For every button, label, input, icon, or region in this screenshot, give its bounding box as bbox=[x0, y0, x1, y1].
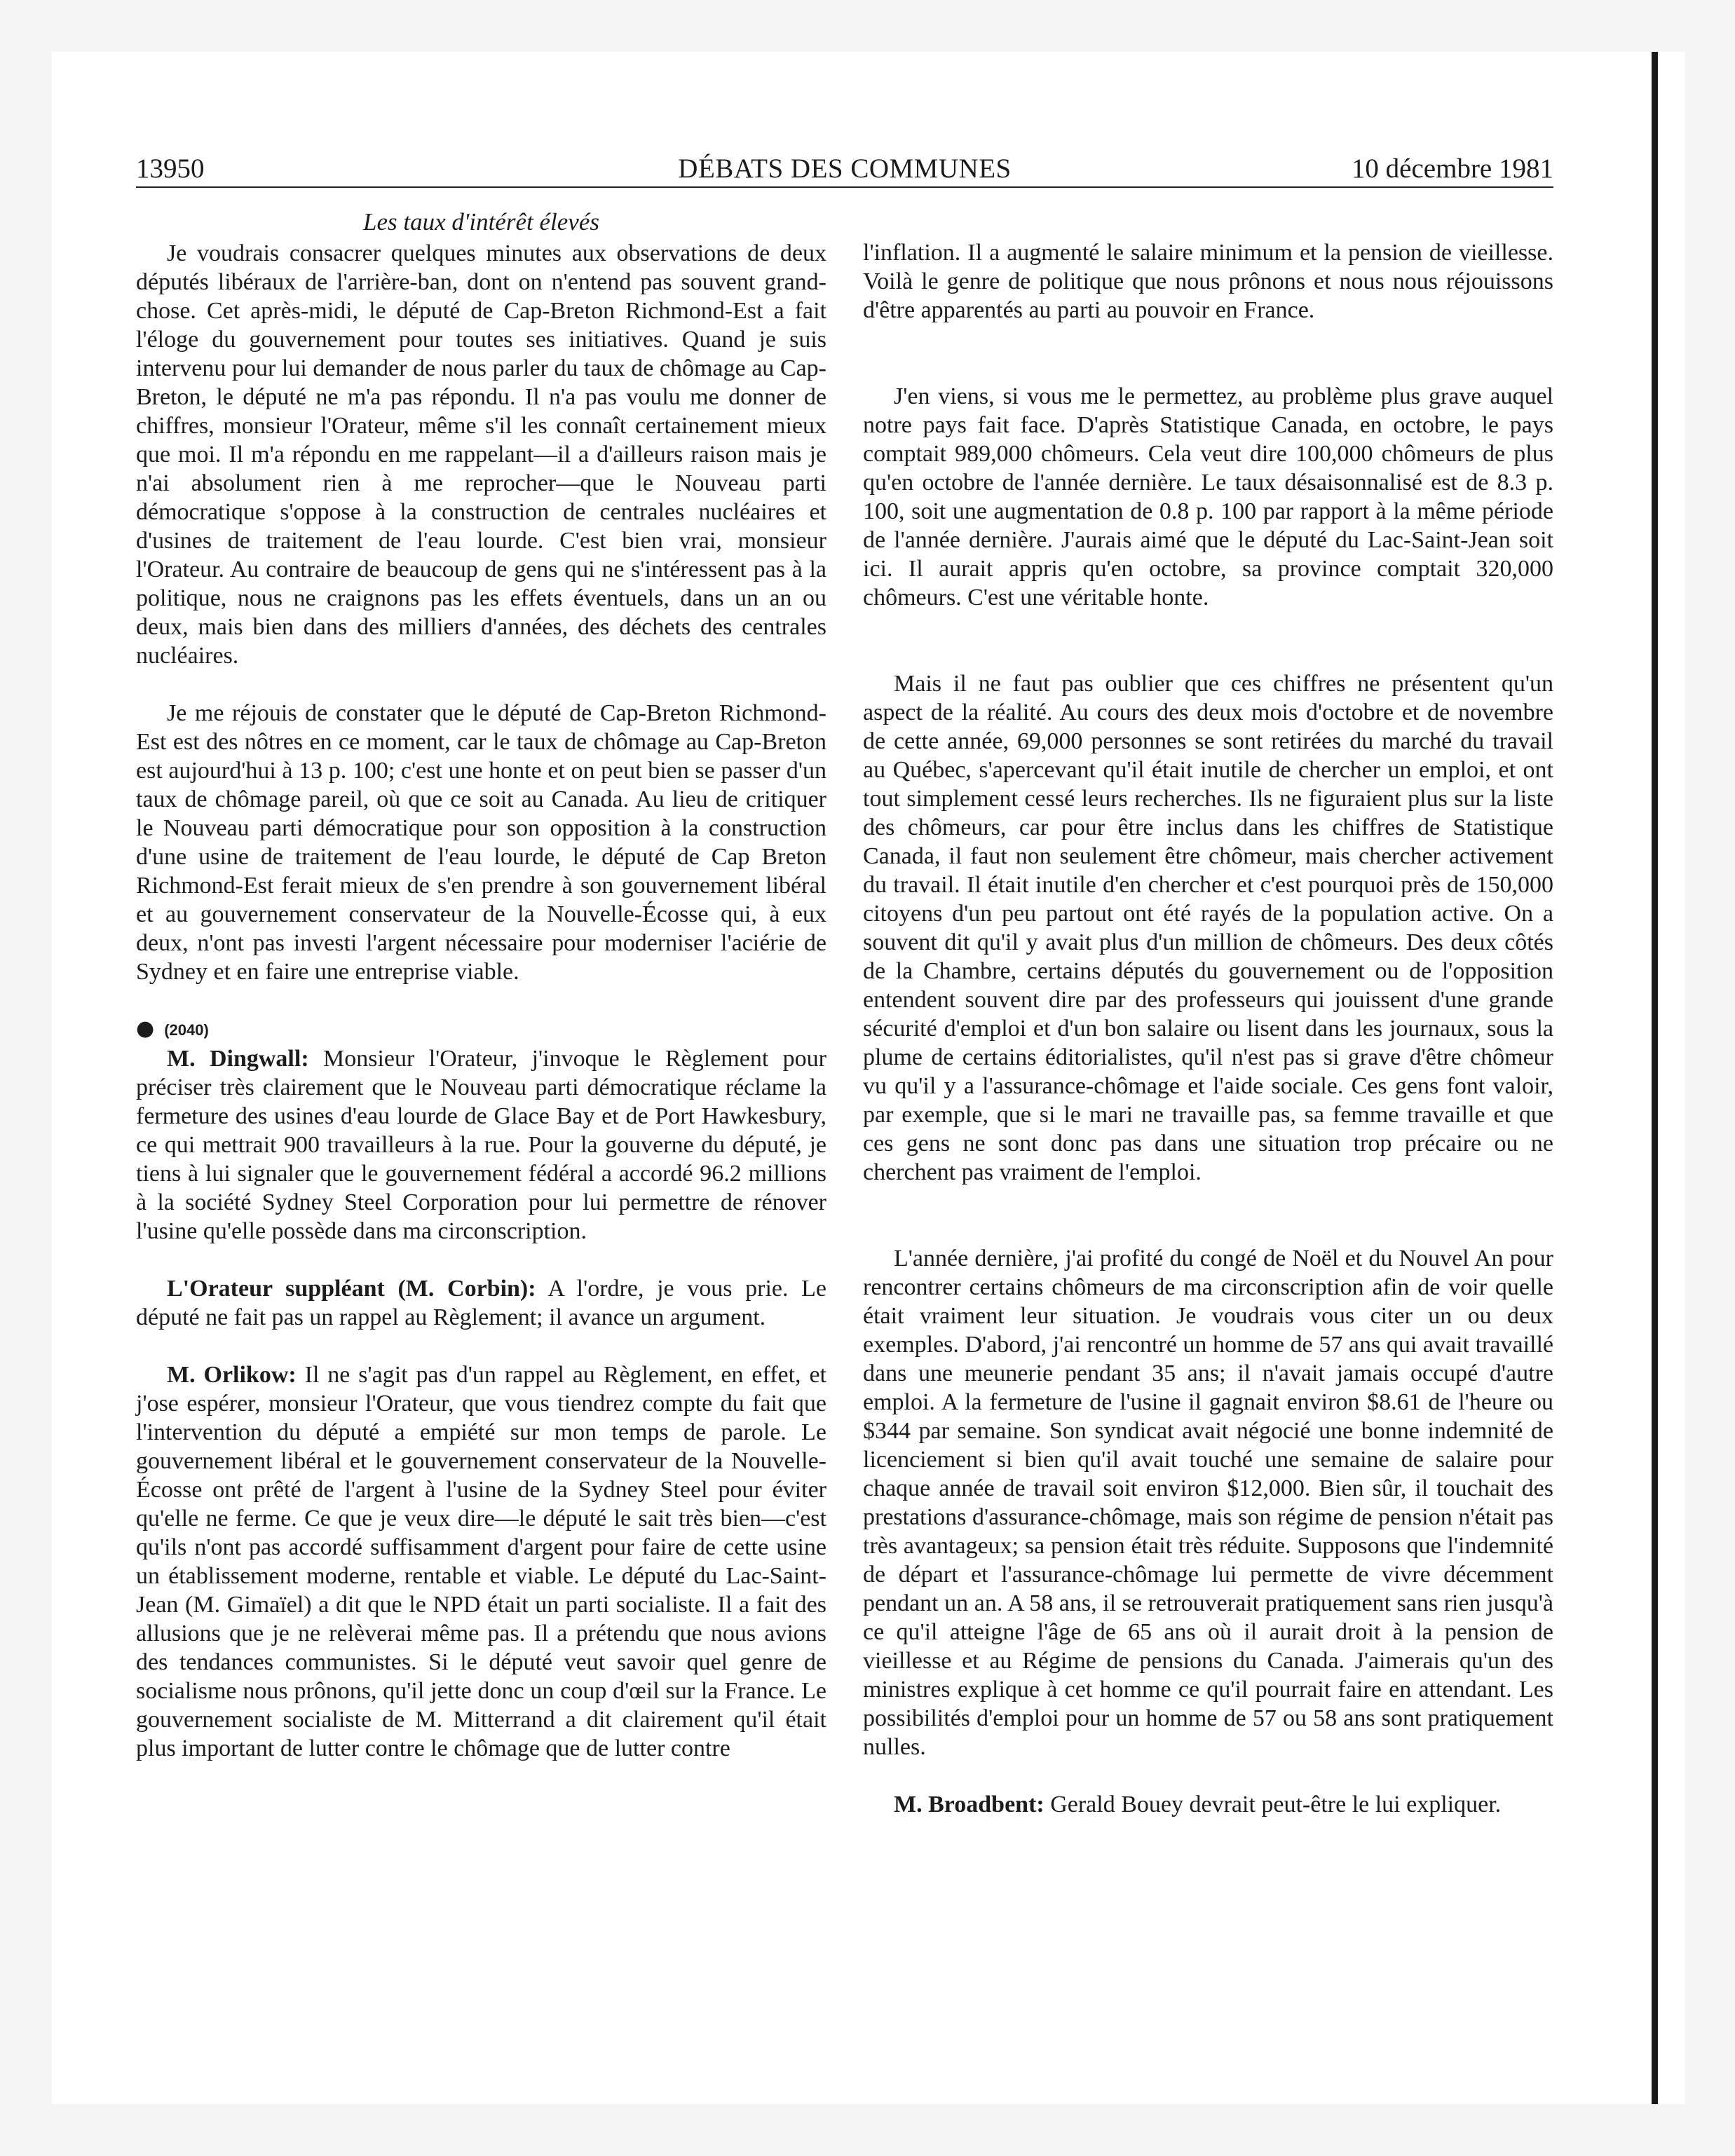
header-date: 10 décembre 1981 bbox=[1351, 153, 1553, 184]
speech-text: Gerald Bouey devrait peut-être le lui expliquer. bbox=[1044, 1792, 1502, 1817]
speaker-name: M. Dingwall: bbox=[167, 1046, 309, 1072]
header-rule bbox=[136, 186, 1553, 188]
time-marker-label: (2040) bbox=[164, 1021, 209, 1039]
paragraph: Mais il ne faut pas oublier que ces chiffres ne présentent qu'un aspect de la réalité. Au cours des deux mois d'octobre et de novembre de cette année, 69,000 personnes se sont retirées du marché du travail au Québec, s'apercevant qu'il était inutile de chercher un emploi, et ont tout simplement cessé leurs recherches. Ils ne figuraient plus sur la liste des chômeurs, car pour être inclus dans les chiffres de Statistique Canada, il faut non seulement être chômeur, mais chercher activement du travail. Il était inutile d'en chercher et c'est pourquoi près de 150,000 citoyens d'un peu partout ont été rayés de la population active. On a souvent dit qu'il y avait plus d'un million de chômeurs. Des deux côtés de la Chambre, certains députés du gouvernement ou de l'opposition entendent souvent dire par des professeurs qui jouissent d'une grande sécurité d'emploi et d'un bon salaire ou lisent dans les journaux, sous la plume de certains éditorialistes, qu'il n'est pas si grave d'être chômeur vu qu'il y a l'assurance-chômage et l'aide sociale. Ces gens font valoir, par exemple, que si le mari ne travaille pas, sa femme travaille et que ces gens ne sont donc pas dans une situation trop précaire ou ne cherchent pas vraiment de l'emploi. bbox=[863, 671, 1553, 1185]
speaker-name: M. Broadbent: bbox=[894, 1792, 1045, 1817]
publication-title: DÉBATS DES COMMUNES bbox=[678, 153, 1012, 184]
speech-text: Monsieur l'Orateur, j'invoque le Règlement pour préciser très clairement que le Nouveau parti démocratique réclame la fermeture des usines d'eau lourde de Glace Bay et de Port Hawkesbury, ce qui mettrait 900 travailleurs à la rue. Pour la gouverne du député, je tiens à lui signaler que le gouvernement fédéral a accordé 96.2 millions à la société Sydney Steel Corporation pour lui permettre de rénover l'usine qu'elle possède dans ma circonscription. bbox=[136, 1046, 826, 1244]
right-column bbox=[863, 238, 1553, 1819]
speech-text: Il ne s'agit pas d'un rappel au Règlement, en effet, et j'ose espérer, monsieur l'Orateur, que vous tiendrez compte du fait que l'intervention du député a empiété sur mon temps de parole. Le gouvernement libéral et le gouvernement conservateur de la Nouvelle-Écosse ont prêté de l'argent à l'usine de la Sydney Steel pour éviter qu'elle ne ferme. Ce que je veux dire—le député le sait très bien—c'est qu'ils n'ont pas accordé suffisamment d'argent pour faire de cette usine un établissement moderne, rentable et viable. Le député du Lac-Saint-Jean (M. Gimaïel) a dit que le NPD était un parti socialiste. Il a fait des allusions que je ne relèverai même pas. Il a prétendu que nous avions des tendances communistes. Si le député veut savoir quel genre de socialisme nous prônons, qu'il jette donc un coup d'œil sur la France. Le gouvernement socialiste de M. Mitterrand a dit clairement qu'il était plus important de lutter contre le chômage que de lutter contre bbox=[136, 1362, 826, 1761]
speech-dingwall bbox=[136, 1044, 826, 1246]
section-heading: Les taux d'intérêt élevés bbox=[363, 208, 599, 236]
running-header bbox=[136, 153, 1553, 185]
paragraph: l'inflation. Il a augmenté le salaire minimum et la pension de vieillesse. Voilà le genre de politique que nous prônons et nous nous réjouissons d'être apparentés au parti au pouvoir en France. bbox=[863, 240, 1553, 323]
speech-text: A l'ordre, je vous prie. Le député ne fait pas un rappel au Règlement; il avance un argument. bbox=[136, 1276, 826, 1330]
speaker-name: M. Orlikow: bbox=[167, 1362, 297, 1388]
page-number: 13950 bbox=[136, 153, 205, 184]
bullet-icon: ● bbox=[136, 1016, 155, 1041]
speech-broadbent bbox=[863, 1790, 1553, 1819]
speech-orlikow bbox=[136, 1360, 826, 1763]
paragraph: Je voudrais consacrer quelques minutes aux observations de deux députés libéraux de l'arrière-ban, dont on n'entend pas souvent grand-chose. Cet après-midi, le député de Cap-Breton Richmond-Est a fait l'éloge du gouvernement pour toutes ses initiatives. Quand je suis intervenu pour lui demander de nous parler du taux de chômage au Cap-Breton, le député ne m'a pas répondu. Il n'a pas voulu me donner de chiffres, monsieur l'Orateur, même s'il les connaît certainement mieux que moi. Il m'a répondu en me rappelant—il a d'ailleurs raison mais je n'ai absolument rien à me reprocher—que le Nouveau parti démocratique s'oppose à la construction de centrales nucléaires et d'usines de traitement de l'eau lourde. C'est bien vrai, monsieur l'Orateur. Au contraire de beaucoup de gens qui ne s'intéressent pas à la politique, nous ne craignons pas les effets éventuels, dans un an ou deux, mais bien dans des milliers d'années, des déchets des centrales nucléaires. bbox=[136, 240, 826, 669]
scan-edge-bar bbox=[1652, 52, 1658, 2104]
speech-orateur bbox=[136, 1274, 826, 1332]
left-column bbox=[136, 207, 826, 1763]
speaker-name: L'Orateur suppléant (M. Corbin): bbox=[167, 1276, 536, 1302]
paragraph: J'en viens, si vous me le permettez, au problème plus grave auquel notre pays fait face. D'après Statistique Canada, en octobre, le pays comptait 989,000 chômeurs. Cela veut dire 100,000 chômeurs de plus qu'en octobre de l'année dernière. Le taux désaisonnalisé est de 8.3 p. 100, soit une augmentation de 0.8 p. 100 par rapport à la même période de l'année dernière. J'aurais aimé que le député du Lac-Saint-Jean soit ici. Il aurait appris qu'en octobre, sa province comptait 320,000 chômeurs. C'est une véritable honte. bbox=[863, 383, 1553, 610]
paragraph: Je me réjouis de constater que le député de Cap-Breton Richmond-Est est des nôtres en ce moment, car le taux de chômage au Cap-Breton est aujourd'hui à 13 p. 100; c'est une honte et on peut bien se passer d'un taux de chômage pareil, où que ce soit au Canada. Au lieu de critiquer le Nouveau parti démocratique pour son opposition à la construction d'une usine de traitement de l'eau lourde, le député de Cap Breton Richmond-Est ferait mieux de s'en prendre à son gouvernement libéral et au gouvernement conservateur de la Nouvelle-Écosse qui, à eux deux, n'ont pas investi l'argent nécessaire pour moderniser l'aciérie de Sydney et en faire une entreprise viable. bbox=[136, 700, 826, 985]
time-marker bbox=[136, 1014, 826, 1044]
paragraph: L'année dernière, j'ai profité du congé de Noël et du Nouvel An pour rencontrer certains chômeurs de ma circonscription afin de voir quelle était vraiment leur situation. Je voudrais vous citer un ou deux exemples. D'abord, j'ai rencontré un homme de 57 ans qui avait travaillé dans une meunerie pendant 35 ans; il n'avait jamais occupé d'autre emploi. A la fermeture de l'usine il gagnait environ $8.61 de l'heure ou $344 par semaine. Son syndicat avait négocié une bonne indemnité de licenciement si bien qu'il avait touché une semaine de salaire pour chaque année de travail soit environ $12,000. Bien sûr, il touchait des prestations d'assurance-chômage, mais son régime de pension n'était pas très avantageux; sa pension était très réduite. Supposons que l'indemnité de départ et l'assurance-chômage lui permette de vivre décemment pendant un an. A 58 ans, il se retrouverait pratiquement sans rien jusqu'à ce qu'il atteigne l'âge de 65 ans où il aurait droit à la pension de vieillesse et au Régime de pensions du Canada. J'aimerais qu'un des ministres explique à cet homme ce qu'il pourrait faire en attendant. Les possibilités d'emploi pour un homme de 57 ou 58 ans sont pratiquement nulles. bbox=[863, 1246, 1553, 1760]
